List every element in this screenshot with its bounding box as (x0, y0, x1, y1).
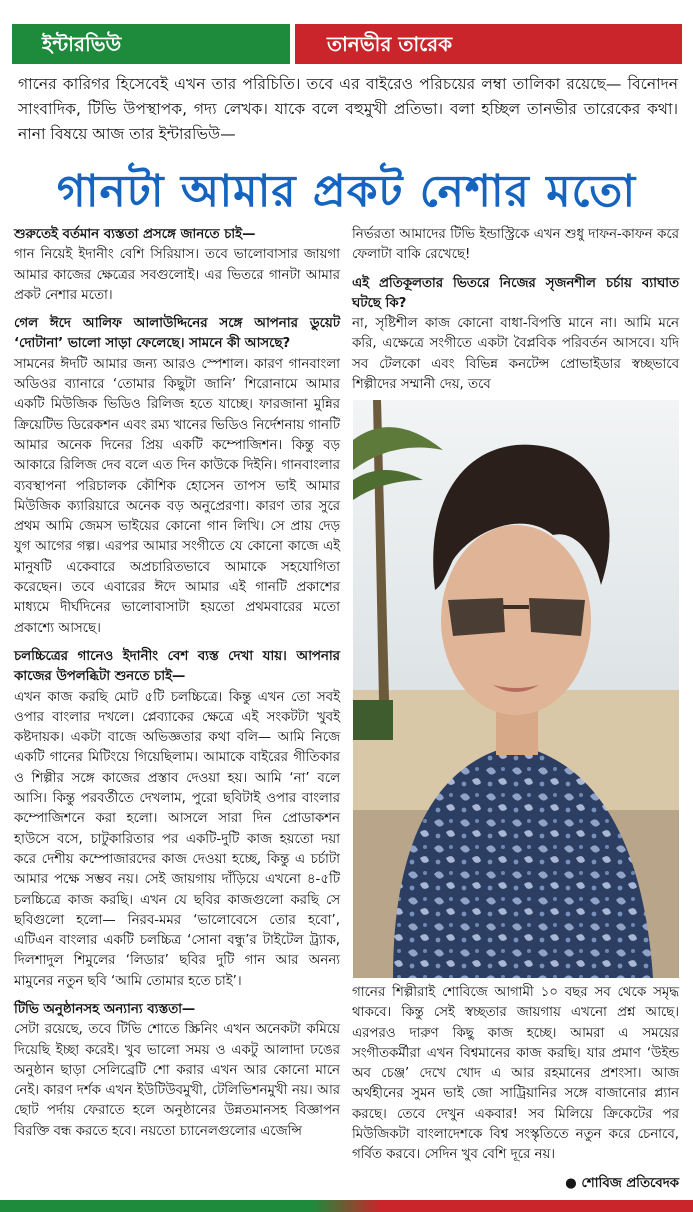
section-label: ইন্টারভিউ (12, 24, 290, 64)
left-column (14, 225, 340, 1150)
answer-1: গান নিয়েই ইদানীং বেশি সিরিয়াস। তবে ভালোবাসার জায়গা আমার কাজের ক্ষেত্রের সবগুলোই। এর ভিতরে গানটা আমার প্রকট নেশার মতো। (14, 247, 340, 303)
question-3: চলচ্চিত্রের গানেও ইদানীং বেশ ব্যস্ত দেখা যায়। আপনার কাজের উপলব্ধিটা শুনতে চাই— (14, 648, 340, 685)
question-1: শুরুতেই বর্তমান ব্যস্ততা প্রসঙ্গে জানতে চাই— (14, 227, 256, 242)
person-name: তানভীর তারেক (295, 24, 682, 64)
headline: গানটা আমার প্রকট নেশার মতো (56, 166, 637, 217)
question-4: টিভি অনুষ্ঠানসহ অন্যান্য ব্যস্ততা— (14, 1001, 196, 1017)
answer-3: এখন কাজ করছি মোট ৫টি চলচ্চিত্রে। কিন্তু এখন তো সবই ওপার বাংলার দখলে। প্লেব্যাকের ক্ষেত্রে এই সংকটটা খুবই কষ্টদায়ক। একটা বাজে অভিজ্ঞতার কথা বলি— আমি নিজে একটি গানের মিটিংয়ে গিয়েছিলাম। আমাকে বাইরের গীতিকার ও শিল্পীর সঙ্গে কাজের প্রস্তাব দেওয়া হয়। আমি ‘না’ বলে আসি। কিন্তু পরবর্তীতে দেখলাম, পুরো ছবিটাই ওপার বাংলার কম্পোজিশনে করা হলো। আসলে সারা দিন প্রোডাকশন হাউসে বসে, চাটুকারিতার পর একটি-দুটি কাজ হয়তো দয়া করে দেশীয় কম্পোজারদের কাজ দেওয়া হচ্ছে, কিন্তু এ চর্চাটা আমার পক্ষে সম্ভব নয়। সেই জায়গায় দাঁড়িয়ে এখনো ৪-৫টি চলচ্চিত্রে কাজ করছি। এখন যে ছবির কাজগুলো করছি সে ছবিগুলো হলো— নিরব-মমর ‘ভালোবেসে তোর হবো’, এটিএন বাংলার একটি চলচ্চিত্র ‘সোনা বন্ধু’র টাইটেল ট্র্যাক, দিলশাদুল শিমুলের ‘লিডার’ ছবির দুটি গান আর অনন্য মামুনের নতুন ছবি ‘আমি তোমার হতে চাই’। (14, 689, 340, 989)
byline: ● শোবিজ প্রতিবেদক (565, 1175, 679, 1191)
question-2: গেল ঈদে আলিফ আলাউদ্দিনের সঙ্গে আপনার ডুয়েট ‘দোটানা’ ভালো সাড়া ফেলেছে। সামনে কী আসছে? (14, 316, 340, 352)
header-bar (12, 24, 682, 64)
answer-continued: নির্ভরতা আমাদের টিভি ইন্ডাস্ট্রিকে এখন শুধু দাফন-কাফন করে ফেলাটা বাকি রেখেছে! (352, 227, 679, 263)
answer-4: সেটা রয়েছে, তবে টিভি শোতে স্ক্রিনিং এখন অনেকটা কমিয়ে দিয়েছি ইচ্ছা করেই। খুব ভালো সময় ও একটু আলাদা ঢঙের অনুষ্ঠান ছাড়া সেলিব্রেটি শো করার এখন আর কোনো মানে নেই। কারণ দর্শক এখন ইউটিউবমুখী, টেলিভিশনমুখী নয়। আর ছোট পর্দায় ফেরাতে হলে অনুষ্ঠানের উন্নতমানসহ বিজ্ঞাপন বিরক্তি বন্ধ করতে হবে। নয়তো চ্যানেলগুলোর এজেন্সি (14, 1022, 340, 1139)
answer-5: না, সৃষ্টিশীল কাজ কোনো বাধা-বিপত্তি মানে না। আমি মনে করি, এক্ষেত্রে সংগীতে একটা বৈপ্লবিক পরিবর্তন আসবে। যদি সব টেলকো এবং বিভিন্ন কনটেন্স প্রোভাইডার স্বচ্ছভাবে শিল্পীদের সম্মানী দেয়, তবে (352, 316, 679, 393)
closing-paragraph: গানের শিল্পীরাই শোবিজে আগামী ১০ বছর সব থেকে সমৃদ্ধ থাকবে। কিন্তু সেই স্বচ্ছতার জায়গায় এখনো প্রশ্ন আছে। এরপরও দারুণ কিছু কাজ হচ্ছে। আমরা এ সময়ের সংগীতকর্মীরা এখন বিশ্বমানের কাজ করছি। যার প্রমাণ ‘উইন্ড অব চেঞ্জ’ দেখে খোদ এ আর রহমানের প্রশংসা। আজ অর্থহীনের সুমন ভাই জো সাট্রিয়ানির সঙ্গে বাজানোর প্ল্যান করছে। তেবে দেখুন একবার! সব মিলিয়ে ক্রিকেটের পর মিউজিকটা বাংলাদেশকে বিশ্ব সংস্কৃতিতে নতুন করে চেনাবে, গর্বিত করবে। সেদিন খুব বেশি দূরে নয়। (352, 985, 679, 1163)
footer-bar (0, 1200, 693, 1212)
right-column-top (352, 225, 679, 403)
question-5: এই প্রতিকূলতার ভিতরে নিজের সৃজনশীল চর্চায় ব্যাঘাত ঘটছে কি? (352, 275, 679, 311)
right-column-bottom (352, 983, 679, 1194)
intro-paragraph: গানের কারিগর হিসেবেই এখন তার পরিচিতি। তবে এর বাইরেও পরিচয়ের লম্বা তালিকা রয়েছে— বিনোদন সাংবাদিক, টিভি উপস্থাপক, গদ্য লেখক। যাকে বলে বহুমুখী প্রতিভা। বলা হচ্ছিল তানভীর তারেকের কথা। নানা বিষয়ে আজ তার ইন্টারভিউ— (18, 75, 678, 143)
answer-2: সামনের ঈদটি আমার জন্য আরও স্পেশাল। কারণ গানবাংলা অডিওর ব্যানারে ‘তোমার কিছুটা জানি’ শিরোনামে আমার একটি মিউজিক ভিডিও রিলিজ হতে যাচ্ছে। ফারজানা মুন্নির ক্রিয়েটিভ ডিরেকশন এবং রম্য খানের ভিডিও নির্দেশনায় গানটি আমার অনেক দিনের প্রিয় একটি কম্পোজিশন। কিন্তু বড় আকারে রিলিজ দেব বলে এত দিন কাউকে দিইনি। গানবাংলার ব্যবস্থাপনা পরিচালক কৌশিক হোসেন তাপস ভাই আমার মিউজিক ক্যারিয়ারে অনেক বড় অনুপ্রেরণা। কারণ তার সুরে প্রথম আমি জেমস ভাইয়ের কোনো গান লিখি। সে প্রায় দেড় যুগ আগের গল্প। এরপর আমার সংগীতে যে কোনো কাজে এই মানুষটি একেবারে অপ্রচারিতভাবে আমাকে সহযোগিতা করেছেন। তবে এবারের ঈদে আমার এই গানটি প্রকাশের মাধ্যমে দীর্ঘদিনের ভালোবাসাটা হয়তো প্রথমবারের মতো প্রকাশ্যে আসছে। (14, 356, 340, 636)
portrait-photo (353, 400, 679, 978)
